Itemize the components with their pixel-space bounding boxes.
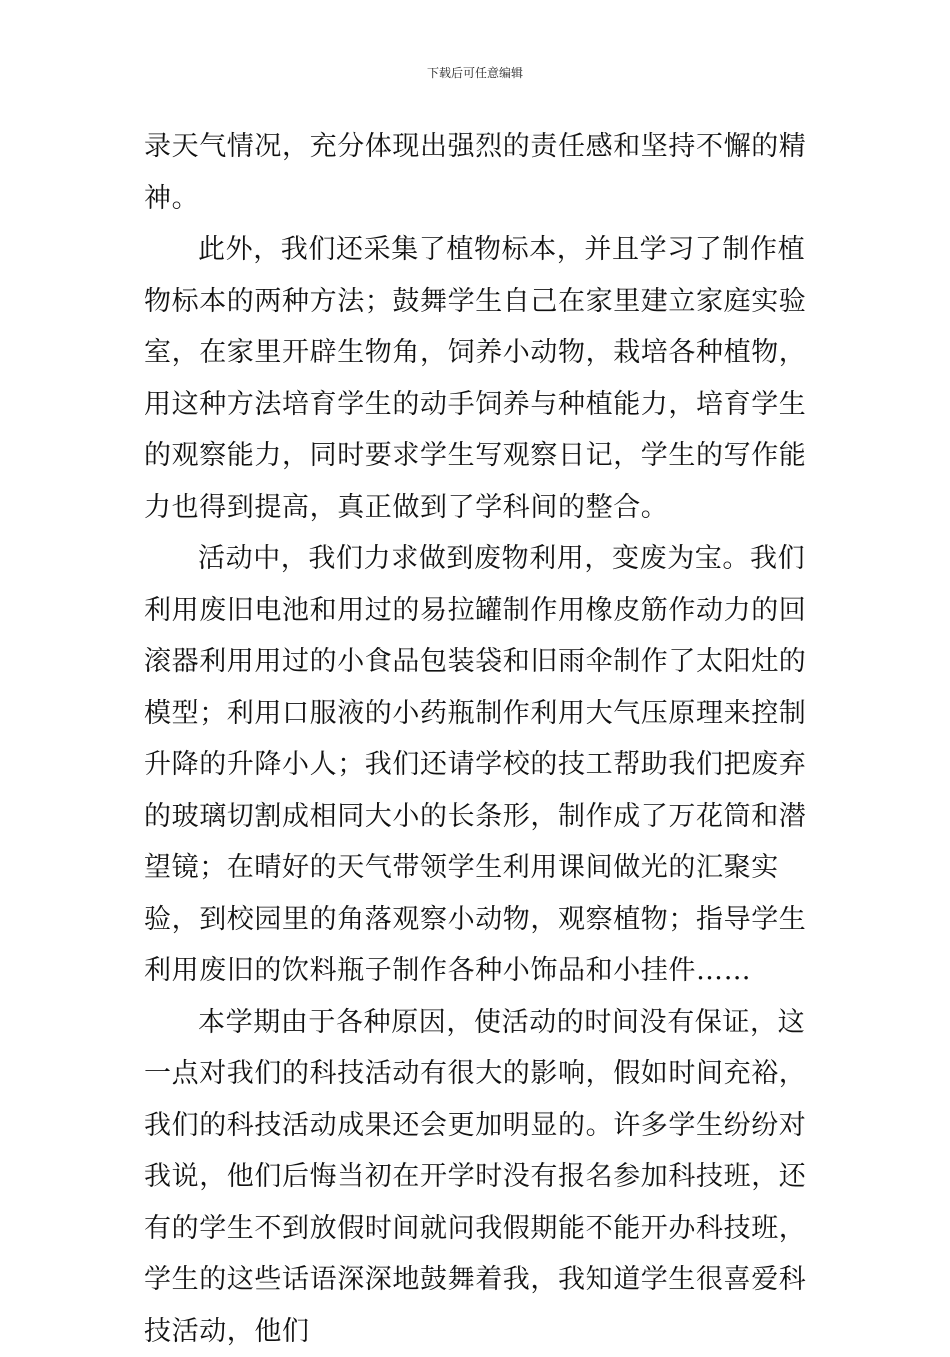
paragraph-continuation: 录天气情况，充分体现出强烈的责任感和坚持不懈的精神。 <box>144 121 808 224</box>
paragraph-specimens: 此外，我们还采集了植物标本，并且学习了制作植物标本的两种方法；鼓舞学生自己在家里建立家庭实验室，在家里开辟生物角，饲养小动物，栽培各种植物，用这种方法培育学生的动手饲养与种植能力，培育学生的观察能力，同时要求学生写观察日记，学生的写作能力也得到提高，真正做到了学科间的整合。 <box>144 224 808 533</box>
body-text <box>144 121 808 1357</box>
paragraph-recycling: 活动中，我们力求做到废物利用，变废为宝。我们利用废旧电池和用过的易拉罐制作用橡皮筋作动力的回滚器利用用过的小食品包装袋和旧雨伞制作了太阳灶的模型；利用口服液的小药瓶制作利用大气压原理来控制升降的升降小人；我们还请学校的技工帮助我们把废弃的玻璃切割成相同大小的长条形，制作成了万花筒和潜望镜；在晴好的天气带领学生利用课间做光的汇聚实验，到校园里的角落观察小动物，观察植物；指导学生利用废旧的饮料瓶子制作各种小饰品和小挂件…… <box>144 533 808 997</box>
paragraph-semester: 本学期由于各种原因，使活动的时间没有保证，这一点对我们的科技活动有很大的影响，假如时间充裕，我们的科技活动成果还会更加明显的。许多学生纷纷对我说，他们后悔当初在开学时没有报名参加科技班，还有的学生不到放假时间就问我假期能不能开办科技班，学生的这些话语深深地鼓舞着我，我知道学生很喜爱科技活动，他们 <box>144 997 808 1357</box>
page-header: 下载后可任意编辑 <box>0 66 950 80</box>
